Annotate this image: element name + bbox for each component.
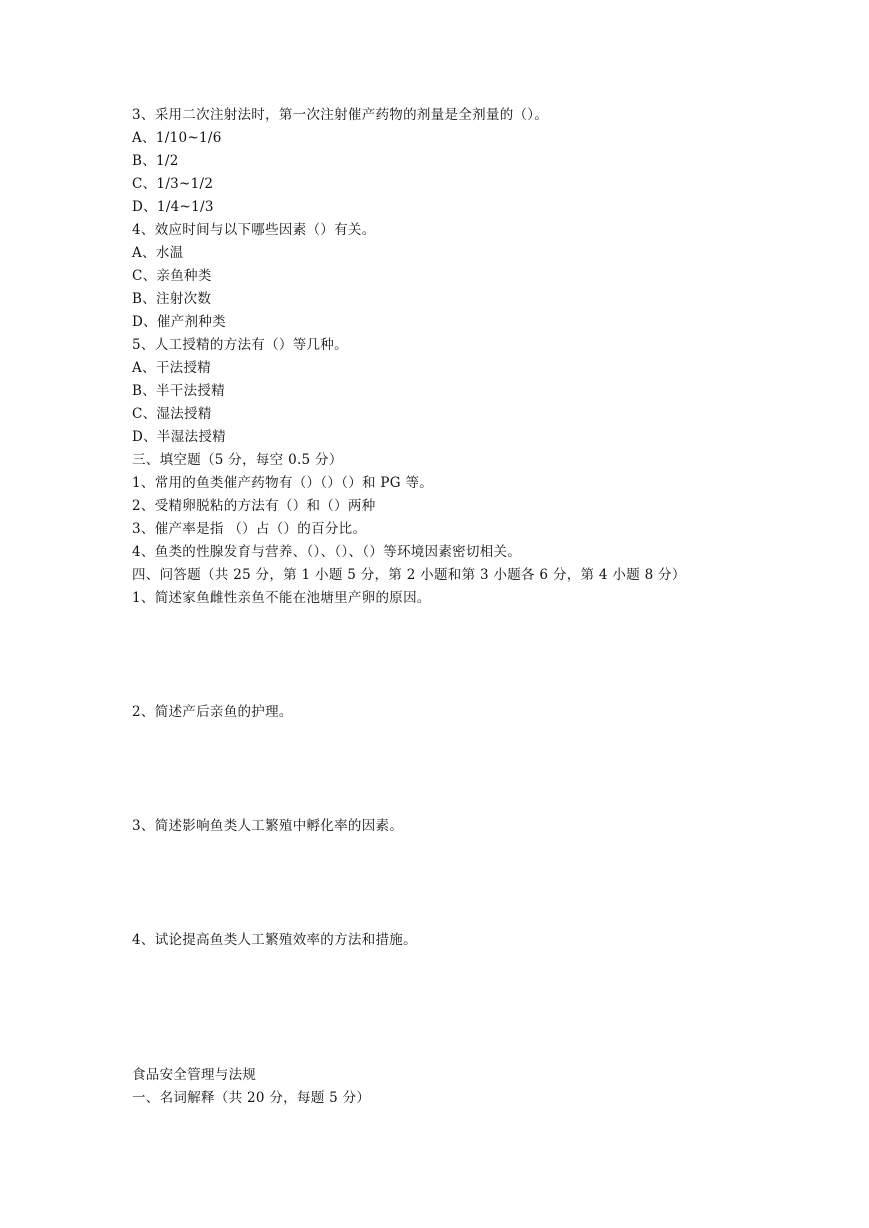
essay-question-1: 1、简述家鱼雌性亲鱼不能在池塘里产卵的原因。 [132,590,431,606]
q3-option-b: B、1/2 [132,153,179,169]
question-3-text: 3、采用二次注射法时，第一次注射催产药物的剂量是全剂量的（）。 [132,107,549,123]
essay-question-4: 4、试论提高鱼类人工繁殖效率的方法和措施。 [132,932,417,948]
fill-question-3: 3、催产率是指 （）占（）的百分比。 [132,521,367,537]
q5-option-d: D、半湿法授精 [132,429,226,445]
q3-option-d: D、1/4~1/3 [132,199,214,215]
course-title: 食品安全管理与法规 [132,1067,257,1083]
q5-option-c: C、湿法授精 [132,406,212,422]
section-4-heading: 四、问答题（共 25 分，第 1 小题 5 分，第 2 小题和第 3 小题各 6 分，第 4 小题 8 分） [132,567,686,583]
q4-option-c: C、亲鱼种类 [132,268,212,284]
essay-question-2: 2、简述产后亲鱼的护理。 [132,704,293,720]
q3-option-a: A、1/10~1/6 [132,130,222,146]
q4-option-d: D、催产剂种类 [132,314,226,330]
q4-option-b: B、注射次数 [132,291,212,307]
question-5-text: 5、人工授精的方法有（）等几种。 [132,337,348,353]
essay-question-3: 3、简述影响鱼类人工繁殖中孵化率的因素。 [132,818,404,834]
q3-option-c: C、1/3~1/2 [132,176,214,192]
section-3-heading: 三、填空题（5 分，每空 0.5 分） [132,452,343,468]
fill-question-2: 2、受精卵脱粘的方法有（）和（）两种 [132,498,376,514]
fill-question-4: 4、鱼类的性腺发育与营养、（）、（）、（）等环境因素密切相关。 [132,544,522,560]
q5-option-b: B、半干法授精 [132,383,226,399]
question-4-text: 4、效应时间与以下哪些因素（）有关。 [132,222,376,238]
q5-option-a: A、干法授精 [132,360,212,376]
section-1-heading: 一、名词解释（共 20 分，每题 5 分） [132,1090,371,1106]
q4-option-a: A、水温 [132,245,184,261]
fill-question-1: 1、常用的鱼类催产药物有（）（）（）和 PG 等。 [132,475,434,491]
